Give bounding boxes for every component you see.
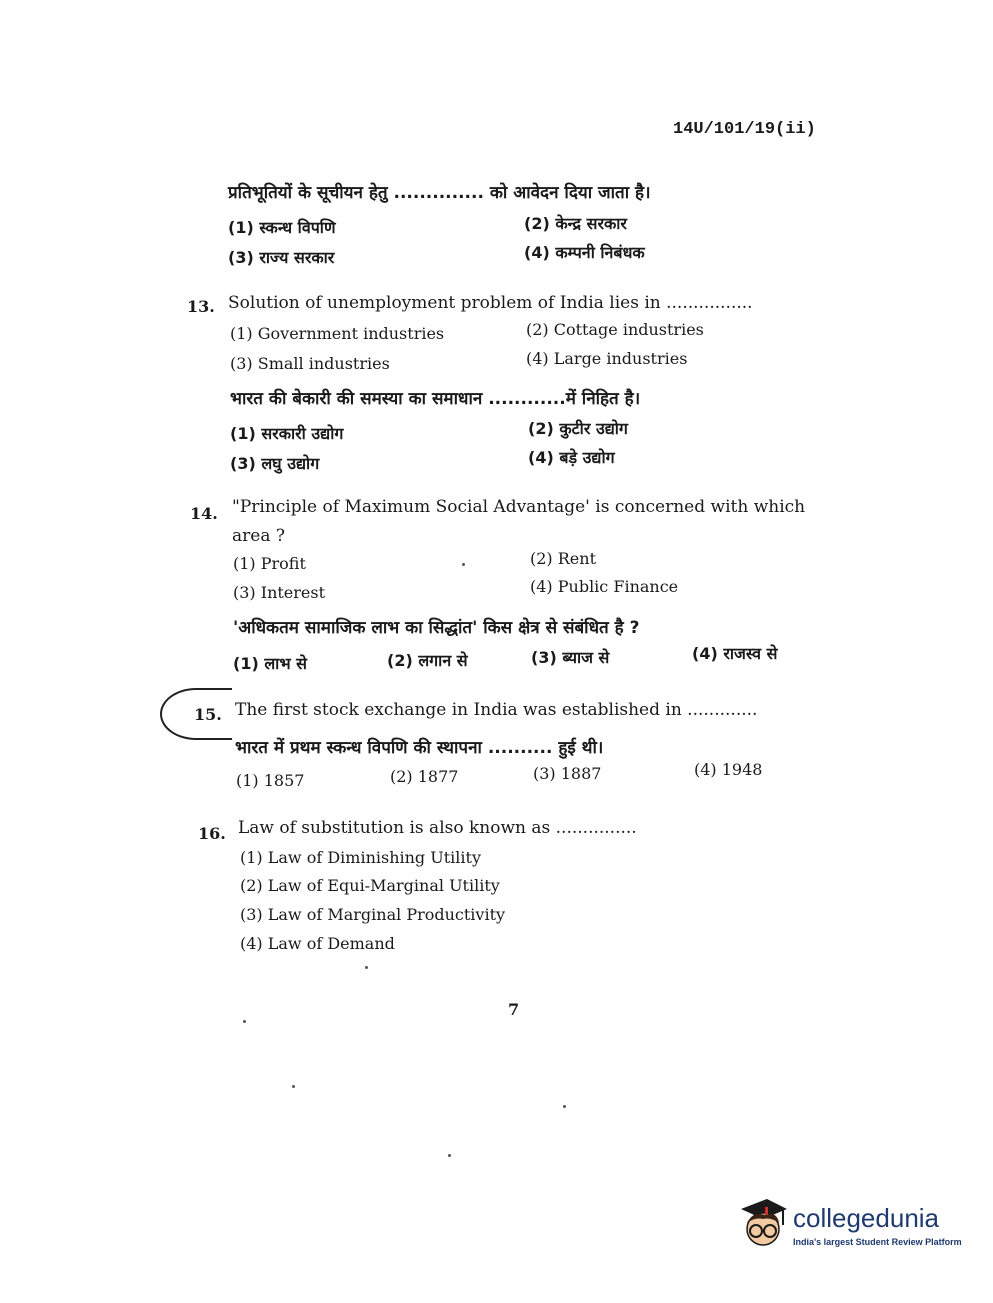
logo-tagline: India's largest Student Review Platform bbox=[793, 1237, 962, 1247]
mascot-icon bbox=[735, 1195, 791, 1257]
q13-option-4: (4) Large industries bbox=[526, 349, 688, 368]
q16-number: 16. bbox=[198, 824, 226, 843]
q14-hindi-option-2: (2) लगान से bbox=[387, 651, 468, 670]
q14-hindi-option-1: (1) लाभ से bbox=[233, 654, 307, 673]
q13-hindi-stem: भारत की बेकारी की समस्या का समाधान ............में निहित है। bbox=[230, 389, 641, 409]
q13-number: 13. bbox=[187, 297, 215, 316]
scan-speck bbox=[448, 1154, 451, 1157]
q15-number: 15. bbox=[194, 705, 222, 724]
q16-stem: Law of substitution is also known as ............... bbox=[238, 818, 637, 838]
q13-option-3: (3) Small industries bbox=[230, 354, 390, 373]
q14-hindi-option-4: (4) राजस्व से bbox=[692, 644, 778, 663]
q15-hindi-stem: भारत में प्रथम स्कन्ध विपणि की स्थापना .......... हुई थी। bbox=[235, 738, 604, 758]
q13-option-1: (1) Government industries bbox=[230, 324, 445, 343]
q16-option-1: (1) Law of Diminishing Utility bbox=[240, 848, 481, 867]
q13-hindi-option-1: (1) सरकारी उद्योग bbox=[230, 424, 344, 443]
scan-speck bbox=[243, 1020, 246, 1023]
page-number: 7 bbox=[508, 1000, 520, 1019]
q15-option-1: (1) 1857 bbox=[236, 771, 305, 790]
q13-option-2: (2) Cottage industries bbox=[526, 320, 704, 339]
q14-option-3: (3) Interest bbox=[233, 583, 326, 602]
q14-option-4: (4) Public Finance bbox=[530, 577, 679, 596]
q13-hindi-option-3: (3) लघु उद्योग bbox=[230, 454, 320, 473]
q14-option-1: (1) Profit bbox=[233, 554, 306, 573]
q16-option-2: (2) Law of Equi-Marginal Utility bbox=[240, 876, 500, 895]
q14-hindi-stem: 'अधिकतम सामाजिक लाभ का सिद्धांत' किस क्षेत्र से संबंधित है ? bbox=[233, 618, 640, 638]
q12-hindi-option-1: (1) स्कन्ध विपणि bbox=[228, 218, 336, 237]
q15-option-3: (3) 1887 bbox=[533, 764, 602, 783]
q12-hindi-option-3: (3) राज्य सरकार bbox=[228, 248, 335, 267]
q16-option-4: (4) Law of Demand bbox=[240, 934, 395, 953]
q13-hindi-option-4: (4) बड़े उद्योग bbox=[528, 448, 615, 467]
q15-option-2: (2) 1877 bbox=[390, 767, 459, 786]
q15-stem: The first stock exchange in India was established in ............. bbox=[235, 700, 758, 720]
q12-hindi-stem: प्रतिभूतियों के सूचीयन हेतु .............. को आवेदन दिया जाता है। bbox=[228, 183, 651, 203]
logo-wordmark: collegedunia bbox=[793, 1203, 940, 1233]
q15-option-4: (4) 1948 bbox=[694, 760, 763, 779]
q13-hindi-option-2: (2) कुटीर उद्योग bbox=[528, 419, 628, 438]
q12-hindi-option-4: (4) कम्पनी निबंधक bbox=[524, 243, 645, 262]
scan-speck bbox=[292, 1085, 295, 1088]
q16-option-3: (3) Law of Marginal Productivity bbox=[240, 905, 506, 924]
q13-stem: Solution of unemployment problem of India lies in ................ bbox=[228, 293, 753, 313]
q14-stem-line-1: "Principle of Maximum Social Advantage' is concerned with which bbox=[232, 497, 806, 517]
paper-code: 14U/101/19(ii) bbox=[673, 120, 816, 139]
q14-option-2: (2) Rent bbox=[530, 549, 596, 568]
q12-hindi-option-2: (2) केन्द्र सरकार bbox=[524, 214, 627, 233]
collegedunia-logo bbox=[735, 1195, 965, 1257]
q14-number: 14. bbox=[190, 504, 218, 523]
q14-stem-line-2: area ? bbox=[232, 526, 285, 546]
scan-speck bbox=[365, 966, 368, 969]
scan-speck bbox=[462, 563, 465, 566]
q14-hindi-option-3: (3) ब्याज से bbox=[531, 648, 610, 667]
scan-speck bbox=[563, 1105, 566, 1108]
